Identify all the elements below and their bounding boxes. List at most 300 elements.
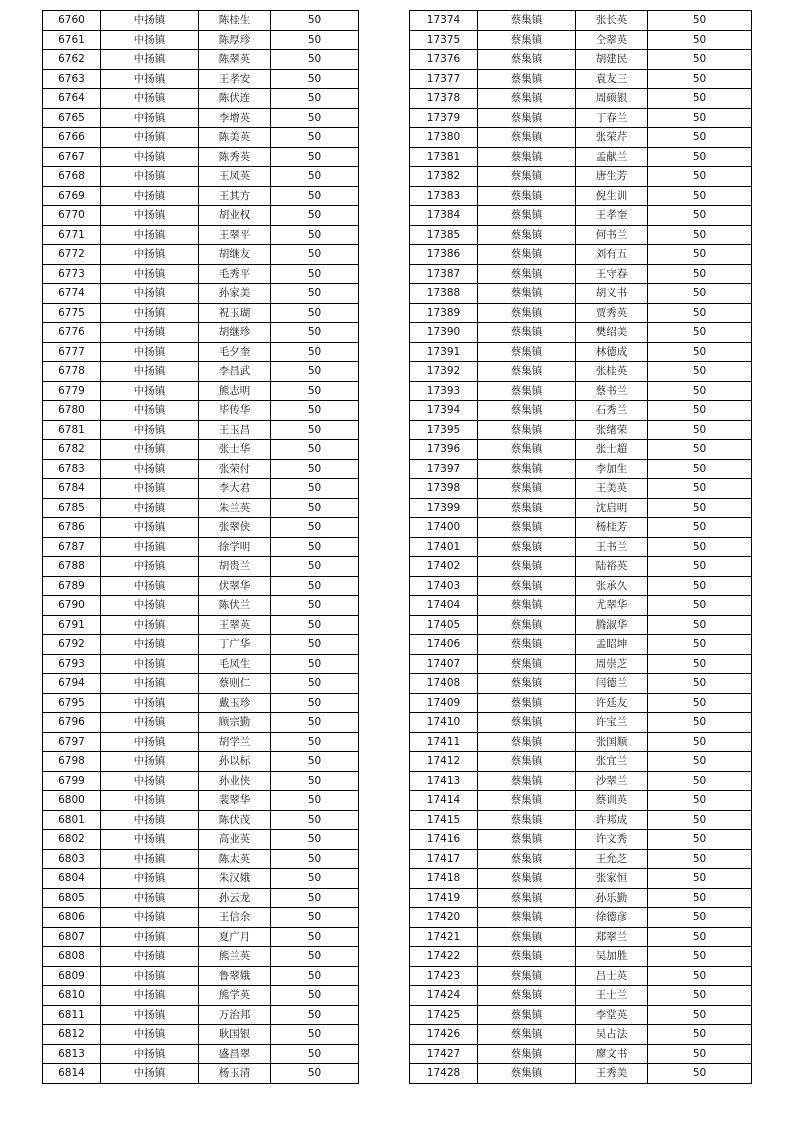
name-cell: 张绪荣	[576, 420, 648, 440]
name-cell: 胡学兰	[199, 732, 271, 752]
name-cell: 杨玉清	[199, 1064, 271, 1084]
amount-cell: 50	[271, 888, 359, 908]
serial-number-cell: 6803	[43, 849, 101, 869]
name-cell: 孟昭坤	[576, 635, 648, 655]
name-cell: 许宝兰	[576, 713, 648, 733]
name-cell: 陈美英	[199, 128, 271, 148]
amount-cell: 50	[271, 693, 359, 713]
right-table	[409, 10, 752, 1084]
amount-cell: 50	[271, 420, 359, 440]
name-cell: 王书兰	[576, 537, 648, 557]
name-cell: 陈翠英	[199, 50, 271, 70]
name-cell: 李大君	[199, 479, 271, 499]
town-cell: 中扬镇	[101, 147, 199, 167]
amount-cell: 50	[648, 537, 752, 557]
amount-cell: 50	[271, 654, 359, 674]
name-cell: 李昌武	[199, 362, 271, 382]
name-cell: 丁广华	[199, 635, 271, 655]
serial-number-cell: 17380	[410, 128, 478, 148]
town-cell: 蔡集镇	[478, 420, 576, 440]
serial-number-cell: 6792	[43, 635, 101, 655]
table-row	[410, 1005, 752, 1025]
serial-number-cell: 17412	[410, 752, 478, 772]
serial-number-cell: 6770	[43, 206, 101, 226]
town-cell: 蔡集镇	[478, 381, 576, 401]
amount-cell: 50	[271, 849, 359, 869]
town-cell: 蔡集镇	[478, 732, 576, 752]
serial-number-cell: 6782	[43, 440, 101, 460]
serial-number-cell: 6805	[43, 888, 101, 908]
table-row	[43, 498, 359, 518]
name-cell: 胡继珍	[199, 323, 271, 343]
serial-number-cell: 6761	[43, 30, 101, 50]
name-cell: 周硕银	[576, 89, 648, 109]
table-row	[43, 518, 359, 538]
serial-number-cell: 17425	[410, 1005, 478, 1025]
amount-cell: 50	[271, 986, 359, 1006]
town-cell: 中扬镇	[101, 459, 199, 479]
serial-number-cell: 6762	[43, 50, 101, 70]
table-row	[43, 1044, 359, 1064]
table-row	[410, 401, 752, 421]
town-cell: 蔡集镇	[478, 225, 576, 245]
name-cell: 王守春	[576, 264, 648, 284]
name-cell: 唐生芳	[576, 167, 648, 187]
serial-number-cell: 17377	[410, 69, 478, 89]
amount-cell: 50	[648, 791, 752, 811]
amount-cell: 50	[271, 791, 359, 811]
amount-cell: 50	[271, 89, 359, 109]
amount-cell: 50	[648, 518, 752, 538]
serial-number-cell: 17393	[410, 381, 478, 401]
town-cell: 中扬镇	[101, 1025, 199, 1045]
table-row	[410, 1025, 752, 1045]
table-row	[410, 654, 752, 674]
amount-cell: 50	[648, 849, 752, 869]
town-cell: 中扬镇	[101, 245, 199, 265]
amount-cell: 50	[648, 50, 752, 70]
name-cell: 王其方	[199, 186, 271, 206]
name-cell: 王信余	[199, 908, 271, 928]
name-cell: 张家恒	[576, 869, 648, 889]
table-row	[410, 810, 752, 830]
town-cell: 中扬镇	[101, 1005, 199, 1025]
town-cell: 蔡集镇	[478, 69, 576, 89]
table-row	[410, 713, 752, 733]
serial-number-cell: 17395	[410, 420, 478, 440]
town-cell: 蔡集镇	[478, 518, 576, 538]
amount-cell: 50	[648, 323, 752, 343]
table-row	[43, 537, 359, 557]
town-cell: 中扬镇	[101, 537, 199, 557]
table-row	[410, 732, 752, 752]
table-row	[410, 908, 752, 928]
serial-number-cell: 6784	[43, 479, 101, 499]
town-cell: 蔡集镇	[478, 50, 576, 70]
name-cell: 陈厚珍	[199, 30, 271, 50]
town-cell: 蔡集镇	[478, 830, 576, 850]
table-row	[43, 440, 359, 460]
town-cell: 中扬镇	[101, 654, 199, 674]
town-cell: 蔡集镇	[478, 264, 576, 284]
amount-cell: 50	[648, 440, 752, 460]
name-cell: 吕士英	[576, 966, 648, 986]
amount-cell: 50	[648, 362, 752, 382]
town-cell: 中扬镇	[101, 810, 199, 830]
serial-number-cell: 17386	[410, 245, 478, 265]
town-cell: 蔡集镇	[478, 810, 576, 830]
amount-cell: 50	[648, 1044, 752, 1064]
name-cell: 郑翠兰	[576, 927, 648, 947]
name-cell: 仝翠英	[576, 30, 648, 50]
amount-cell: 50	[271, 1025, 359, 1045]
name-cell: 顾宗勤	[199, 713, 271, 733]
town-cell: 蔡集镇	[478, 303, 576, 323]
name-cell: 沈启明	[576, 498, 648, 518]
table-row	[43, 206, 359, 226]
table-row	[43, 108, 359, 128]
town-cell: 中扬镇	[101, 908, 199, 928]
amount-cell: 50	[648, 1005, 752, 1025]
amount-cell: 50	[271, 615, 359, 635]
table-row	[410, 498, 752, 518]
table-row	[410, 264, 752, 284]
table-row	[43, 654, 359, 674]
name-cell: 张士华	[199, 440, 271, 460]
serial-number-cell: 17375	[410, 30, 478, 50]
table-row	[410, 11, 752, 31]
serial-number-cell: 17397	[410, 459, 478, 479]
town-cell: 中扬镇	[101, 674, 199, 694]
amount-cell: 50	[271, 362, 359, 382]
town-cell: 中扬镇	[101, 771, 199, 791]
name-cell: 熊兰英	[199, 947, 271, 967]
name-cell: 戴玉珍	[199, 693, 271, 713]
serial-number-cell: 17414	[410, 791, 478, 811]
table-row	[43, 1064, 359, 1084]
serial-number-cell: 17389	[410, 303, 478, 323]
town-cell: 中扬镇	[101, 596, 199, 616]
amount-cell: 50	[648, 147, 752, 167]
table-row	[43, 810, 359, 830]
serial-number-cell: 6780	[43, 401, 101, 421]
table-row	[43, 908, 359, 928]
table-row	[43, 11, 359, 31]
town-cell: 中扬镇	[101, 11, 199, 31]
serial-number-cell: 17410	[410, 713, 478, 733]
town-cell: 中扬镇	[101, 30, 199, 50]
amount-cell: 50	[271, 264, 359, 284]
table-row	[43, 342, 359, 362]
serial-number-cell: 17421	[410, 927, 478, 947]
amount-cell: 50	[648, 498, 752, 518]
town-cell: 蔡集镇	[478, 1064, 576, 1084]
amount-cell: 50	[271, 557, 359, 577]
serial-number-cell: 6788	[43, 557, 101, 577]
name-cell: 王孝安	[199, 69, 271, 89]
town-cell: 中扬镇	[101, 869, 199, 889]
name-cell: 王翠平	[199, 225, 271, 245]
table-row	[43, 420, 359, 440]
amount-cell: 50	[271, 1044, 359, 1064]
amount-cell: 50	[271, 440, 359, 460]
table-row	[410, 869, 752, 889]
town-cell: 蔡集镇	[478, 1044, 576, 1064]
amount-cell: 50	[648, 966, 752, 986]
amount-cell: 50	[648, 245, 752, 265]
name-cell: 张荣付	[199, 459, 271, 479]
name-cell: 王允芝	[576, 849, 648, 869]
amount-cell: 50	[271, 30, 359, 50]
serial-number-cell: 17382	[410, 167, 478, 187]
serial-number-cell: 17404	[410, 596, 478, 616]
table-row	[43, 557, 359, 577]
amount-cell: 50	[271, 303, 359, 323]
name-cell: 闫德兰	[576, 674, 648, 694]
town-cell: 蔡集镇	[478, 908, 576, 928]
table-row	[43, 1005, 359, 1025]
serial-number-cell: 17413	[410, 771, 478, 791]
town-cell: 中扬镇	[101, 128, 199, 148]
town-cell: 中扬镇	[101, 362, 199, 382]
serial-number-cell: 17402	[410, 557, 478, 577]
town-cell: 蔡集镇	[478, 888, 576, 908]
town-cell: 中扬镇	[101, 303, 199, 323]
amount-cell: 50	[271, 810, 359, 830]
name-cell: 张宜兰	[576, 752, 648, 772]
serial-number-cell: 6787	[43, 537, 101, 557]
town-cell: 中扬镇	[101, 89, 199, 109]
amount-cell: 50	[648, 186, 752, 206]
name-cell: 裴翠华	[199, 791, 271, 811]
table-row	[43, 615, 359, 635]
town-cell: 中扬镇	[101, 849, 199, 869]
name-cell: 陈伏连	[199, 89, 271, 109]
name-cell: 倪生训	[576, 186, 648, 206]
town-cell: 蔡集镇	[478, 557, 576, 577]
table-row	[43, 479, 359, 499]
table-row	[410, 206, 752, 226]
amount-cell: 50	[271, 732, 359, 752]
amount-cell: 50	[271, 674, 359, 694]
table-row	[43, 966, 359, 986]
serial-number-cell: 6783	[43, 459, 101, 479]
name-cell: 何书兰	[576, 225, 648, 245]
serial-number-cell: 6800	[43, 791, 101, 811]
amount-cell: 50	[271, 459, 359, 479]
name-cell: 王孝奎	[576, 206, 648, 226]
table-row	[43, 732, 359, 752]
name-cell: 张承久	[576, 576, 648, 596]
table-row	[410, 1044, 752, 1064]
amount-cell: 50	[648, 264, 752, 284]
town-cell: 中扬镇	[101, 342, 199, 362]
town-cell: 蔡集镇	[478, 1005, 576, 1025]
amount-cell: 50	[271, 284, 359, 304]
amount-cell: 50	[648, 1064, 752, 1084]
name-cell: 刘有五	[576, 245, 648, 265]
serial-number-cell: 6760	[43, 11, 101, 31]
table-row	[410, 89, 752, 109]
name-cell: 王玉昌	[199, 420, 271, 440]
table-row	[410, 693, 752, 713]
table-row	[410, 245, 752, 265]
name-cell: 陈伏兰	[199, 596, 271, 616]
table-row	[410, 615, 752, 635]
table-row	[410, 381, 752, 401]
table-row	[410, 947, 752, 967]
serial-number-cell: 6796	[43, 713, 101, 733]
name-cell: 王美英	[576, 479, 648, 499]
serial-number-cell: 17385	[410, 225, 478, 245]
serial-number-cell: 6795	[43, 693, 101, 713]
amount-cell: 50	[648, 693, 752, 713]
amount-cell: 50	[648, 225, 752, 245]
serial-number-cell: 17391	[410, 342, 478, 362]
serial-number-cell: 17392	[410, 362, 478, 382]
serial-number-cell: 6799	[43, 771, 101, 791]
amount-cell: 50	[648, 30, 752, 50]
name-cell: 孟献兰	[576, 147, 648, 167]
town-cell: 蔡集镇	[478, 654, 576, 674]
name-cell: 朱汉娥	[199, 869, 271, 889]
serial-number-cell: 6781	[43, 420, 101, 440]
serial-number-cell: 6776	[43, 323, 101, 343]
name-cell: 张荣芹	[576, 128, 648, 148]
serial-number-cell: 17423	[410, 966, 478, 986]
amount-cell: 50	[648, 713, 752, 733]
table-row	[43, 888, 359, 908]
table-row	[43, 381, 359, 401]
serial-number-cell: 17400	[410, 518, 478, 538]
amount-cell: 50	[648, 206, 752, 226]
serial-number-cell: 17418	[410, 869, 478, 889]
town-cell: 中扬镇	[101, 635, 199, 655]
name-cell: 吴加胜	[576, 947, 648, 967]
amount-cell: 50	[271, 635, 359, 655]
table-row	[43, 284, 359, 304]
amount-cell: 50	[271, 498, 359, 518]
table-row	[43, 303, 359, 323]
amount-cell: 50	[648, 615, 752, 635]
name-cell: 许邦成	[576, 810, 648, 830]
name-cell: 张士超	[576, 440, 648, 460]
name-cell: 陆裕英	[576, 557, 648, 577]
amount-cell: 50	[271, 11, 359, 31]
amount-cell: 50	[648, 654, 752, 674]
amount-cell: 50	[271, 479, 359, 499]
table-row	[410, 927, 752, 947]
name-cell: 孙以标	[199, 752, 271, 772]
town-cell: 蔡集镇	[478, 30, 576, 50]
town-cell: 中扬镇	[101, 732, 199, 752]
name-cell: 袁友三	[576, 69, 648, 89]
amount-cell: 50	[271, 908, 359, 928]
table-row	[43, 752, 359, 772]
table-row	[43, 459, 359, 479]
name-cell: 夏广月	[199, 927, 271, 947]
town-cell: 中扬镇	[101, 966, 199, 986]
amount-cell: 50	[648, 89, 752, 109]
table-row	[410, 147, 752, 167]
table-row	[43, 596, 359, 616]
town-cell: 蔡集镇	[478, 89, 576, 109]
town-cell: 蔡集镇	[478, 966, 576, 986]
amount-cell: 50	[271, 947, 359, 967]
table-row	[410, 537, 752, 557]
name-cell: 张长英	[576, 11, 648, 31]
serial-number-cell: 6765	[43, 108, 101, 128]
table-row	[43, 225, 359, 245]
name-cell: 胡贵兰	[199, 557, 271, 577]
name-cell: 胡义书	[576, 284, 648, 304]
amount-cell: 50	[271, 401, 359, 421]
town-cell: 中扬镇	[101, 518, 199, 538]
serial-number-cell: 6807	[43, 927, 101, 947]
name-cell: 熊学英	[199, 986, 271, 1006]
town-cell: 中扬镇	[101, 498, 199, 518]
serial-number-cell: 17396	[410, 440, 478, 460]
table-row	[43, 927, 359, 947]
name-cell: 杨桂芳	[576, 518, 648, 538]
serial-number-cell: 17408	[410, 674, 478, 694]
name-cell: 王秀美	[576, 1064, 648, 1084]
town-cell: 蔡集镇	[478, 459, 576, 479]
town-cell: 中扬镇	[101, 557, 199, 577]
name-cell: 万治邦	[199, 1005, 271, 1025]
serial-number-cell: 6812	[43, 1025, 101, 1045]
amount-cell: 50	[271, 50, 359, 70]
serial-number-cell: 6813	[43, 1044, 101, 1064]
table-row	[43, 30, 359, 50]
serial-number-cell: 6806	[43, 908, 101, 928]
amount-cell: 50	[648, 342, 752, 362]
table-row	[410, 342, 752, 362]
serial-number-cell: 17407	[410, 654, 478, 674]
town-cell: 蔡集镇	[478, 947, 576, 967]
serial-number-cell: 6811	[43, 1005, 101, 1025]
serial-number-cell: 17416	[410, 830, 478, 850]
serial-number-cell: 6797	[43, 732, 101, 752]
name-cell: 腾淑华	[576, 615, 648, 635]
serial-number-cell: 6802	[43, 830, 101, 850]
name-cell: 陈伏茂	[199, 810, 271, 830]
serial-number-cell: 17383	[410, 186, 478, 206]
amount-cell: 50	[648, 11, 752, 31]
name-cell: 许廷友	[576, 693, 648, 713]
name-cell: 林德成	[576, 342, 648, 362]
serial-number-cell: 17401	[410, 537, 478, 557]
name-cell: 耿国银	[199, 1025, 271, 1045]
serial-number-cell: 17422	[410, 947, 478, 967]
name-cell: 李堂英	[576, 1005, 648, 1025]
name-cell: 李增英	[199, 108, 271, 128]
name-cell: 张国顺	[576, 732, 648, 752]
town-cell: 中扬镇	[101, 791, 199, 811]
amount-cell: 50	[271, 1064, 359, 1084]
serial-number-cell: 6767	[43, 147, 101, 167]
amount-cell: 50	[648, 908, 752, 928]
town-cell: 中扬镇	[101, 264, 199, 284]
name-cell: 伏翠华	[199, 576, 271, 596]
serial-number-cell: 6801	[43, 810, 101, 830]
table-row	[410, 440, 752, 460]
table-row	[410, 518, 752, 538]
serial-number-cell: 6772	[43, 245, 101, 265]
town-cell: 中扬镇	[101, 927, 199, 947]
town-cell: 蔡集镇	[478, 752, 576, 772]
name-cell: 蔡书兰	[576, 381, 648, 401]
